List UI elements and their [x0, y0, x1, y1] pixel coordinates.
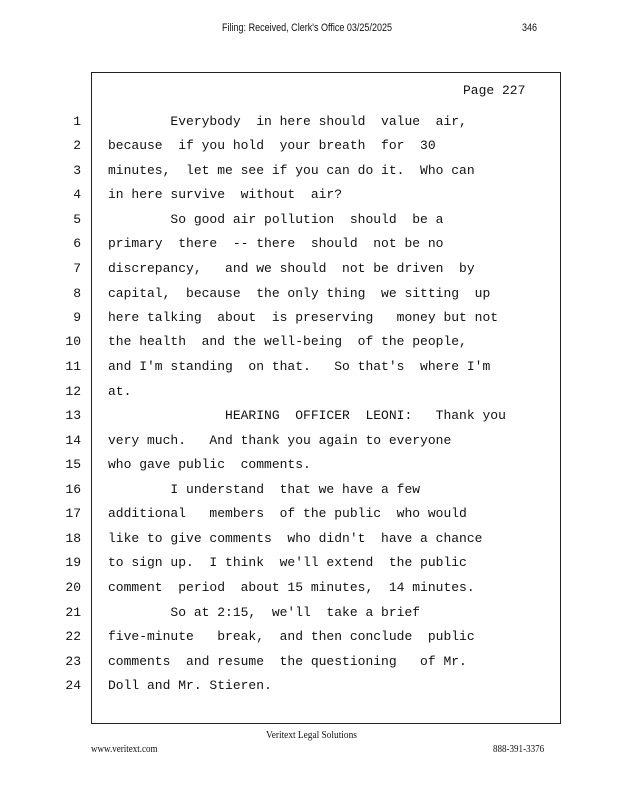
- line-text: Everybody in here should value air,: [108, 114, 467, 129]
- line-number: 14: [65, 433, 81, 448]
- line-number: 8: [73, 286, 81, 301]
- line-text: five-minute break, and then conclude public: [108, 629, 475, 644]
- line-text: because if you hold your breath for 30: [108, 138, 436, 153]
- line-number: 4: [73, 187, 81, 202]
- line-text: I understand that we have a few: [108, 482, 421, 497]
- line-number: 9: [73, 310, 81, 325]
- line-number: 15: [65, 457, 81, 472]
- line-text: very much. And thank you again to everyone: [108, 433, 452, 448]
- line-number: 7: [73, 261, 81, 276]
- line-number: 2: [73, 138, 81, 153]
- line-number: 13: [65, 408, 81, 423]
- page-label: Page 227: [463, 83, 526, 98]
- line-number: 23: [65, 654, 81, 669]
- line-text: and I'm standing on that. So that's where I'm: [108, 359, 491, 374]
- line-number: 18: [65, 531, 81, 546]
- line-number: 20: [65, 580, 81, 595]
- line-text: comment period about 15 minutes, 14 minutes.: [108, 580, 475, 595]
- line-number: 1: [73, 114, 81, 129]
- line-text: So good air pollution should be a: [108, 212, 444, 227]
- line-text: here talking about is preserving money but not: [108, 310, 499, 325]
- line-number: 3: [73, 163, 81, 178]
- line-text: in here survive without air?: [108, 187, 343, 202]
- footer-phone: 888-391-3376: [493, 743, 545, 755]
- line-text: additional members of the public who would: [108, 506, 467, 521]
- line-number: 12: [65, 384, 81, 399]
- line-number: 10: [65, 334, 81, 349]
- line-number: 17: [65, 506, 81, 521]
- line-number: 22: [65, 629, 81, 644]
- line-number: 24: [65, 678, 81, 693]
- line-number: 16: [65, 482, 81, 497]
- line-text: who gave public comments.: [108, 457, 311, 472]
- line-text: to sign up. I think we'll extend the public: [108, 555, 467, 570]
- line-number: 19: [65, 555, 81, 570]
- line-number: 11: [65, 359, 81, 374]
- line-number: 5: [73, 212, 81, 227]
- line-number: 6: [73, 236, 81, 251]
- line-text: minutes, let me see if you can do it. Who can: [108, 163, 475, 178]
- filing-page-number: 346: [522, 22, 538, 34]
- line-text: like to give comments who didn't have a chance: [108, 531, 483, 546]
- line-text: HEARING OFFICER LEONI: Thank you: [108, 408, 506, 423]
- line-text: primary there -- there should not be no: [108, 236, 444, 251]
- line-text: capital, because the only thing we sitting up: [108, 286, 491, 301]
- line-text: So at 2:15, we'll take a brief: [108, 605, 421, 620]
- filing-header: Filing: Received, Clerk's Office 03/25/2025: [222, 22, 393, 34]
- line-text: Doll and Mr. Stieren.: [108, 678, 272, 693]
- line-text: comments and resume the questioning of Mr.: [108, 654, 467, 669]
- line-text: at.: [108, 384, 132, 399]
- footer-company: Veritext Legal Solutions: [266, 729, 357, 741]
- line-text: discrepancy, and we should not be driven by: [108, 261, 475, 276]
- line-number: 21: [65, 605, 81, 620]
- line-text: the health and the well-being of the people,: [108, 334, 467, 349]
- footer-website: www.veritext.com: [91, 743, 158, 755]
